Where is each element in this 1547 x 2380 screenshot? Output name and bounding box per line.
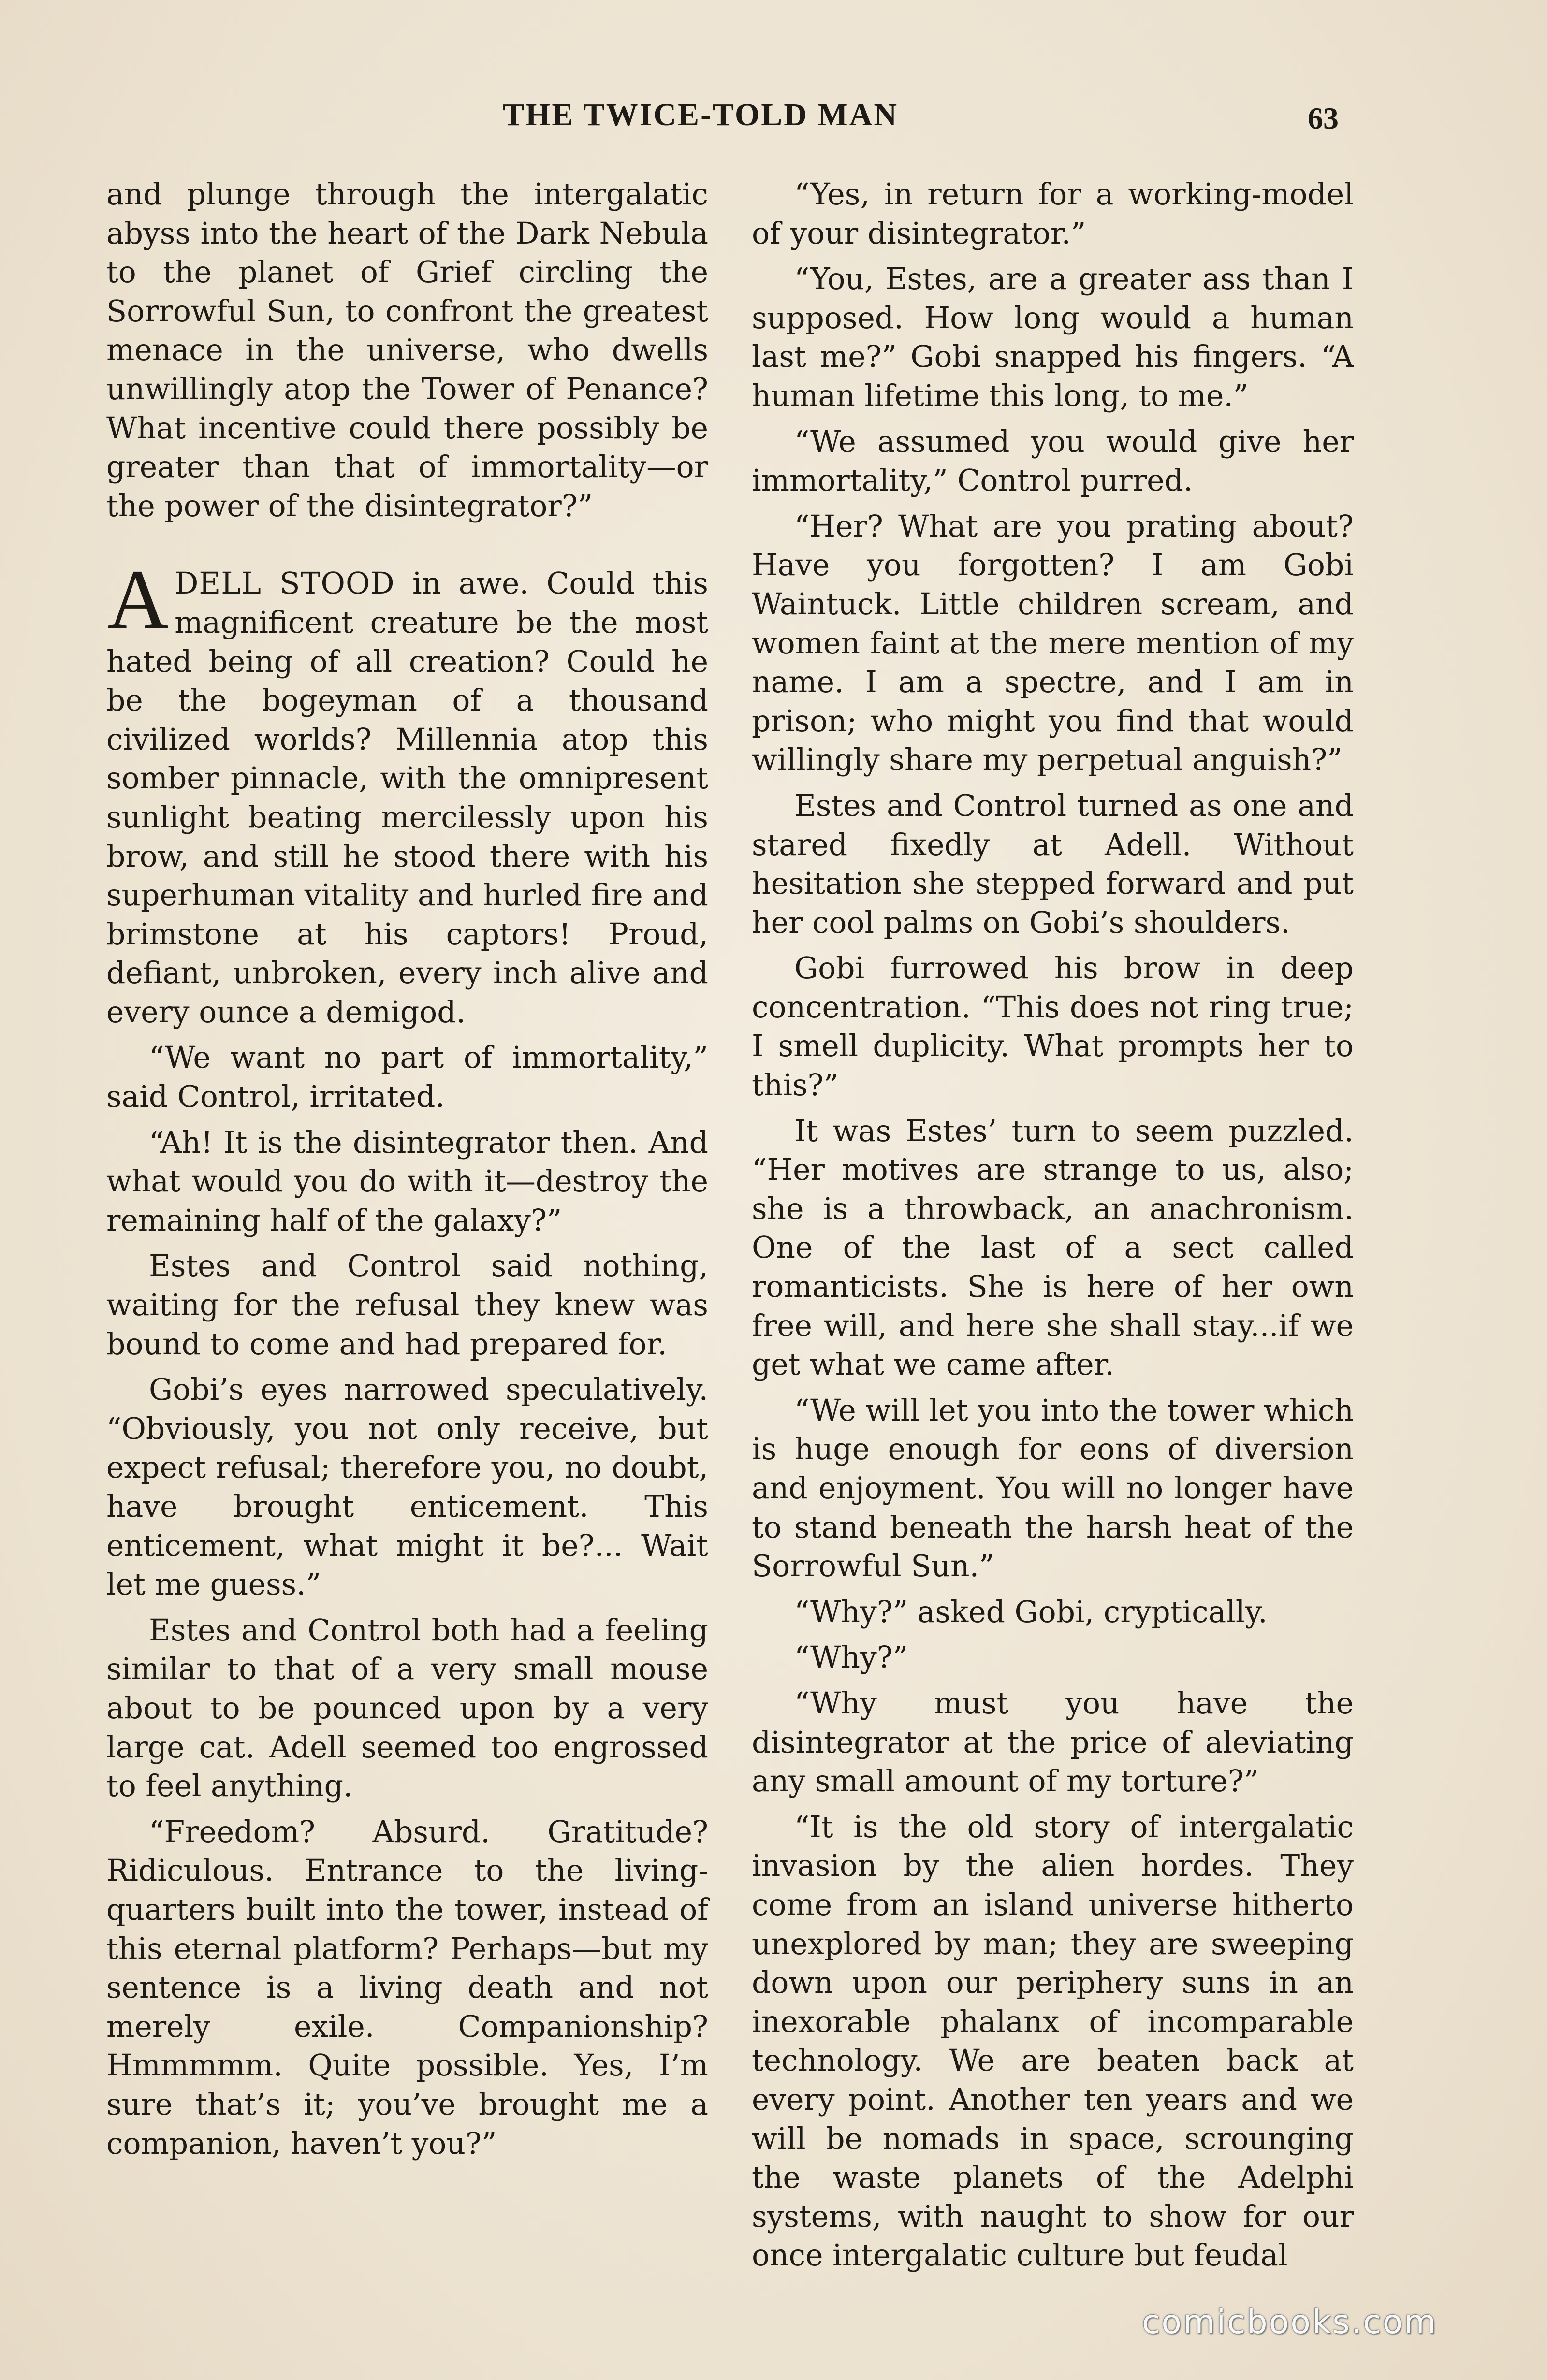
drop-cap: A <box>107 552 169 647</box>
paragraph: “Yes, in return for a working-model of your disintegrator.” <box>752 177 1354 251</box>
paragraph: It was Estes’ turn to seem puzzled. “Her motives are strange to us, also; she is a throwback, an anachronism. One of the last of a sect called romanticists. She is here of her own free will, and here she shall stay...if we get what we came after. <box>752 1113 1354 1382</box>
paragraph: Estes and Control turned as one and stared fixedly at Adell. Without hesitation she stepped forward and put her cool palms on Gobi’s shoulders. <box>752 788 1354 940</box>
paragraph: “Why?” <box>794 1640 908 1675</box>
paragraph: Gobi furrowed his brow in deep concentration. “This does not ring true; I smell duplicity. What prompts her to this?” <box>752 951 1354 1103</box>
paragraph: “Why must you have the disintegrator at the price of aleviating any small amount of my torture?” <box>752 1685 1354 1799</box>
paragraph: “It is the old story of intergalatic invasion by the alien hordes. They come from an island universe hitherto unexplored by man; they are sweeping down upon our periphery suns in an inexorable phalanx of incomparable technology. We are beaten back at every point. Another ten years and we will be nomads in space, scrounging the waste planets of the Adelphi systems, with naught to show for our once intergalatic culture but feudal <box>752 1809 1354 2273</box>
paragraph: “We assumed you would give her immortality,” Control purred. <box>752 424 1354 498</box>
right-column <box>752 175 1354 2282</box>
paragraph: “Freedom? Absurd. Gratitude? Ridiculous. Entrance to the living-quarters built into the tower, instead of this eternal platform? Perhaps—but my sentence is a living death and not merely exile. Companionship? Hmmmmm. Quite possible. Yes, I’m sure that’s it; you’ve brought me a companion, haven’t you?” <box>106 1814 708 2161</box>
paragraph: Estes and Control said nothing, waiting for the refusal they knew was bound to come and had prepared for. <box>106 1248 708 1362</box>
small-caps-opening: DELL STOOD <box>175 566 395 601</box>
drop-cap-paragraph <box>106 552 708 1031</box>
paragraph: “We will let you into the tower which is huge enough for eons of diversion and enjoyment. You will no longer have to stand beneath the harsh heat of the Sorrowful Sun.” <box>752 1393 1354 1584</box>
site-watermark: comicbooks.com <box>1142 2303 1438 2341</box>
paragraph: “Her? What are you prating about? Have you forgotten? I am Gobi Waintuck. Little children scream, and women faint at the mere mention of my name. I am a spectre, and I am in prison; who might you find that would willingly share my perpetual anguish?” <box>752 508 1354 778</box>
paragraph: Gobi’s eyes narrowed speculatively. “Obviously, you not only receive, but expect refusal; therefore you, no doubt, have brought enticement. This enticement, what might it be?... Wait let me guess.” <box>106 1372 708 1602</box>
drop-cap-paragraph-text: in awe. Could this magnificent creature be the most hated being of all creation? Could he be the bogeyman of a thousand civilized worlds? Millennia atop this somber pinnacle, with the omnipresent sunlight beating mercilessly upon his brow, and still he stood there with his superhuman vitality and hurled fire and brimstone at his captors! Proud, defiant, unbroken, every inch alive and every ounce a demigod. <box>106 566 708 1030</box>
paragraph: and plunge through the intergalatic abyss into the heart of the Dark Nebula to the planet of Grief circling the Sorrowful Sun, to confront the greatest menace in the universe, who dwells unwillingly atop the Tower of Penance? What incentive could there possibly be greater than that of immortality—or the power of the disintegrator?” <box>106 177 708 523</box>
paragraph: Estes and Control both had a feeling similar to that of a very small mouse about to be pounced upon by a very large cat. Adell seemed too engrossed to feel anything. <box>106 1612 708 1804</box>
left-column <box>106 175 708 2170</box>
paragraph: “We want no part of immortality,” said Control, irritated. <box>106 1040 708 1115</box>
paragraph: “Why?” asked Gobi, cryptically. <box>794 1594 1268 1629</box>
page-number: 63 <box>1308 101 1339 135</box>
paragraph: “You, Estes, are a greater ass than I supposed. How long would a human last me?” Gobi snapped his fingers. “A human lifetime this long, to me.” <box>752 261 1354 413</box>
paragraph: “Ah! It is the disintegrator then. And what would you do with it—destroy the remaining half of the galaxy?” <box>106 1125 708 1238</box>
running-head: THE TWICE-TOLD MAN <box>503 97 899 132</box>
